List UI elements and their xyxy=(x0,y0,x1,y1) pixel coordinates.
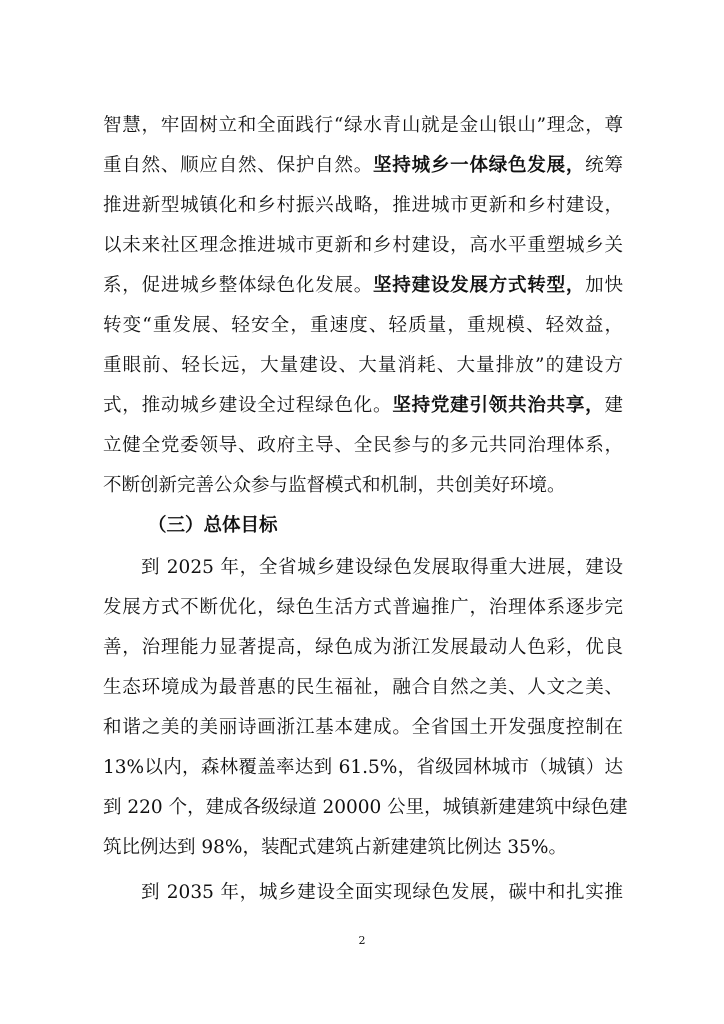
bold-phrase: 坚持党建引领共治共享， xyxy=(392,395,605,416)
text: 到 2025 年，全省城乡建设绿色发展取得重大进展，建设 xyxy=(141,557,623,578)
text: 以未来社区理念推进城市更新和乡村建设，高水平重塑城乡关 xyxy=(103,235,623,256)
text-line xyxy=(103,635,623,661)
text-line xyxy=(103,755,623,781)
text-line xyxy=(103,153,623,179)
bold-phrase: 坚持建设发展方式转型， xyxy=(373,275,586,296)
text: 到 2035 年，城乡建设全面实现绿色发展，碳中和扎实推 xyxy=(141,882,623,903)
text: 善，治理能力显著提高，绿色成为浙江发展最动人色彩，优良 xyxy=(103,637,623,658)
text-line xyxy=(103,715,623,741)
page-number: 2 xyxy=(358,934,366,947)
text-line xyxy=(103,313,623,339)
text: 13%以内，森林覆盖率达到 61.5%，省级园林城市（城镇）达 xyxy=(103,757,623,778)
text-line xyxy=(103,795,628,821)
text: 立健全党委领导、政府主导、全民参与的多元共同治理体系， xyxy=(103,435,623,456)
text-line xyxy=(103,595,623,621)
text: 不断创新完善公众参与监督模式和机制，共创美好环境。 xyxy=(103,475,566,496)
text-line xyxy=(103,473,623,499)
text: 式，推动城乡建设全过程绿色化。 xyxy=(103,395,393,416)
text: 建 xyxy=(604,395,623,416)
text: 加快 xyxy=(585,275,623,296)
text-line xyxy=(141,555,623,581)
text: 到 220 个，建成各级绿道 20000 公里，城镇新建建筑中绿色建 xyxy=(103,797,628,818)
text: 智慧，牢固树立和全面践行“绿水青山就是金山银山”理念，尊 xyxy=(103,115,623,136)
text-line xyxy=(103,675,623,701)
text-line xyxy=(103,835,623,861)
text: 推进新型城镇化和乡村振兴战略，推进城市更新和乡村建设， xyxy=(103,195,623,216)
text-line xyxy=(103,113,623,139)
text: 发展方式不断优化，绿色生活方式普遍推广，治理体系逐步完 xyxy=(103,597,623,618)
text: 转变“重发展、轻安全，重速度、轻质量，重规模、轻效益， xyxy=(103,315,623,336)
text-line xyxy=(103,233,623,259)
text: 和谐之美的美丽诗画浙江基本建成。全省国土开发强度控制在 xyxy=(103,717,623,738)
section-heading: （三）总体目标 xyxy=(148,515,278,536)
text: 生态环境成为最普惠的民生福祉，融合自然之美、人文之美、 xyxy=(103,677,623,698)
text-line xyxy=(141,880,623,906)
text: 统筹 xyxy=(585,155,623,176)
bold-phrase: 坚持城乡一体绿色发展， xyxy=(373,155,586,176)
text: 重眼前、轻长远，大量建设、大量消耗、大量排放”的建设方 xyxy=(103,355,623,376)
text-line xyxy=(103,353,623,379)
text: 重自然、顺应自然、保护自然。 xyxy=(103,155,374,176)
text-line xyxy=(103,273,623,299)
text: 筑比例达到 98%，装配式建筑占新建建筑比例达 35%。 xyxy=(103,837,568,858)
text: 系，促进城乡整体绿色化发展。 xyxy=(103,275,374,296)
text-line xyxy=(103,433,623,459)
text-line xyxy=(103,193,623,219)
text-line xyxy=(103,393,623,419)
